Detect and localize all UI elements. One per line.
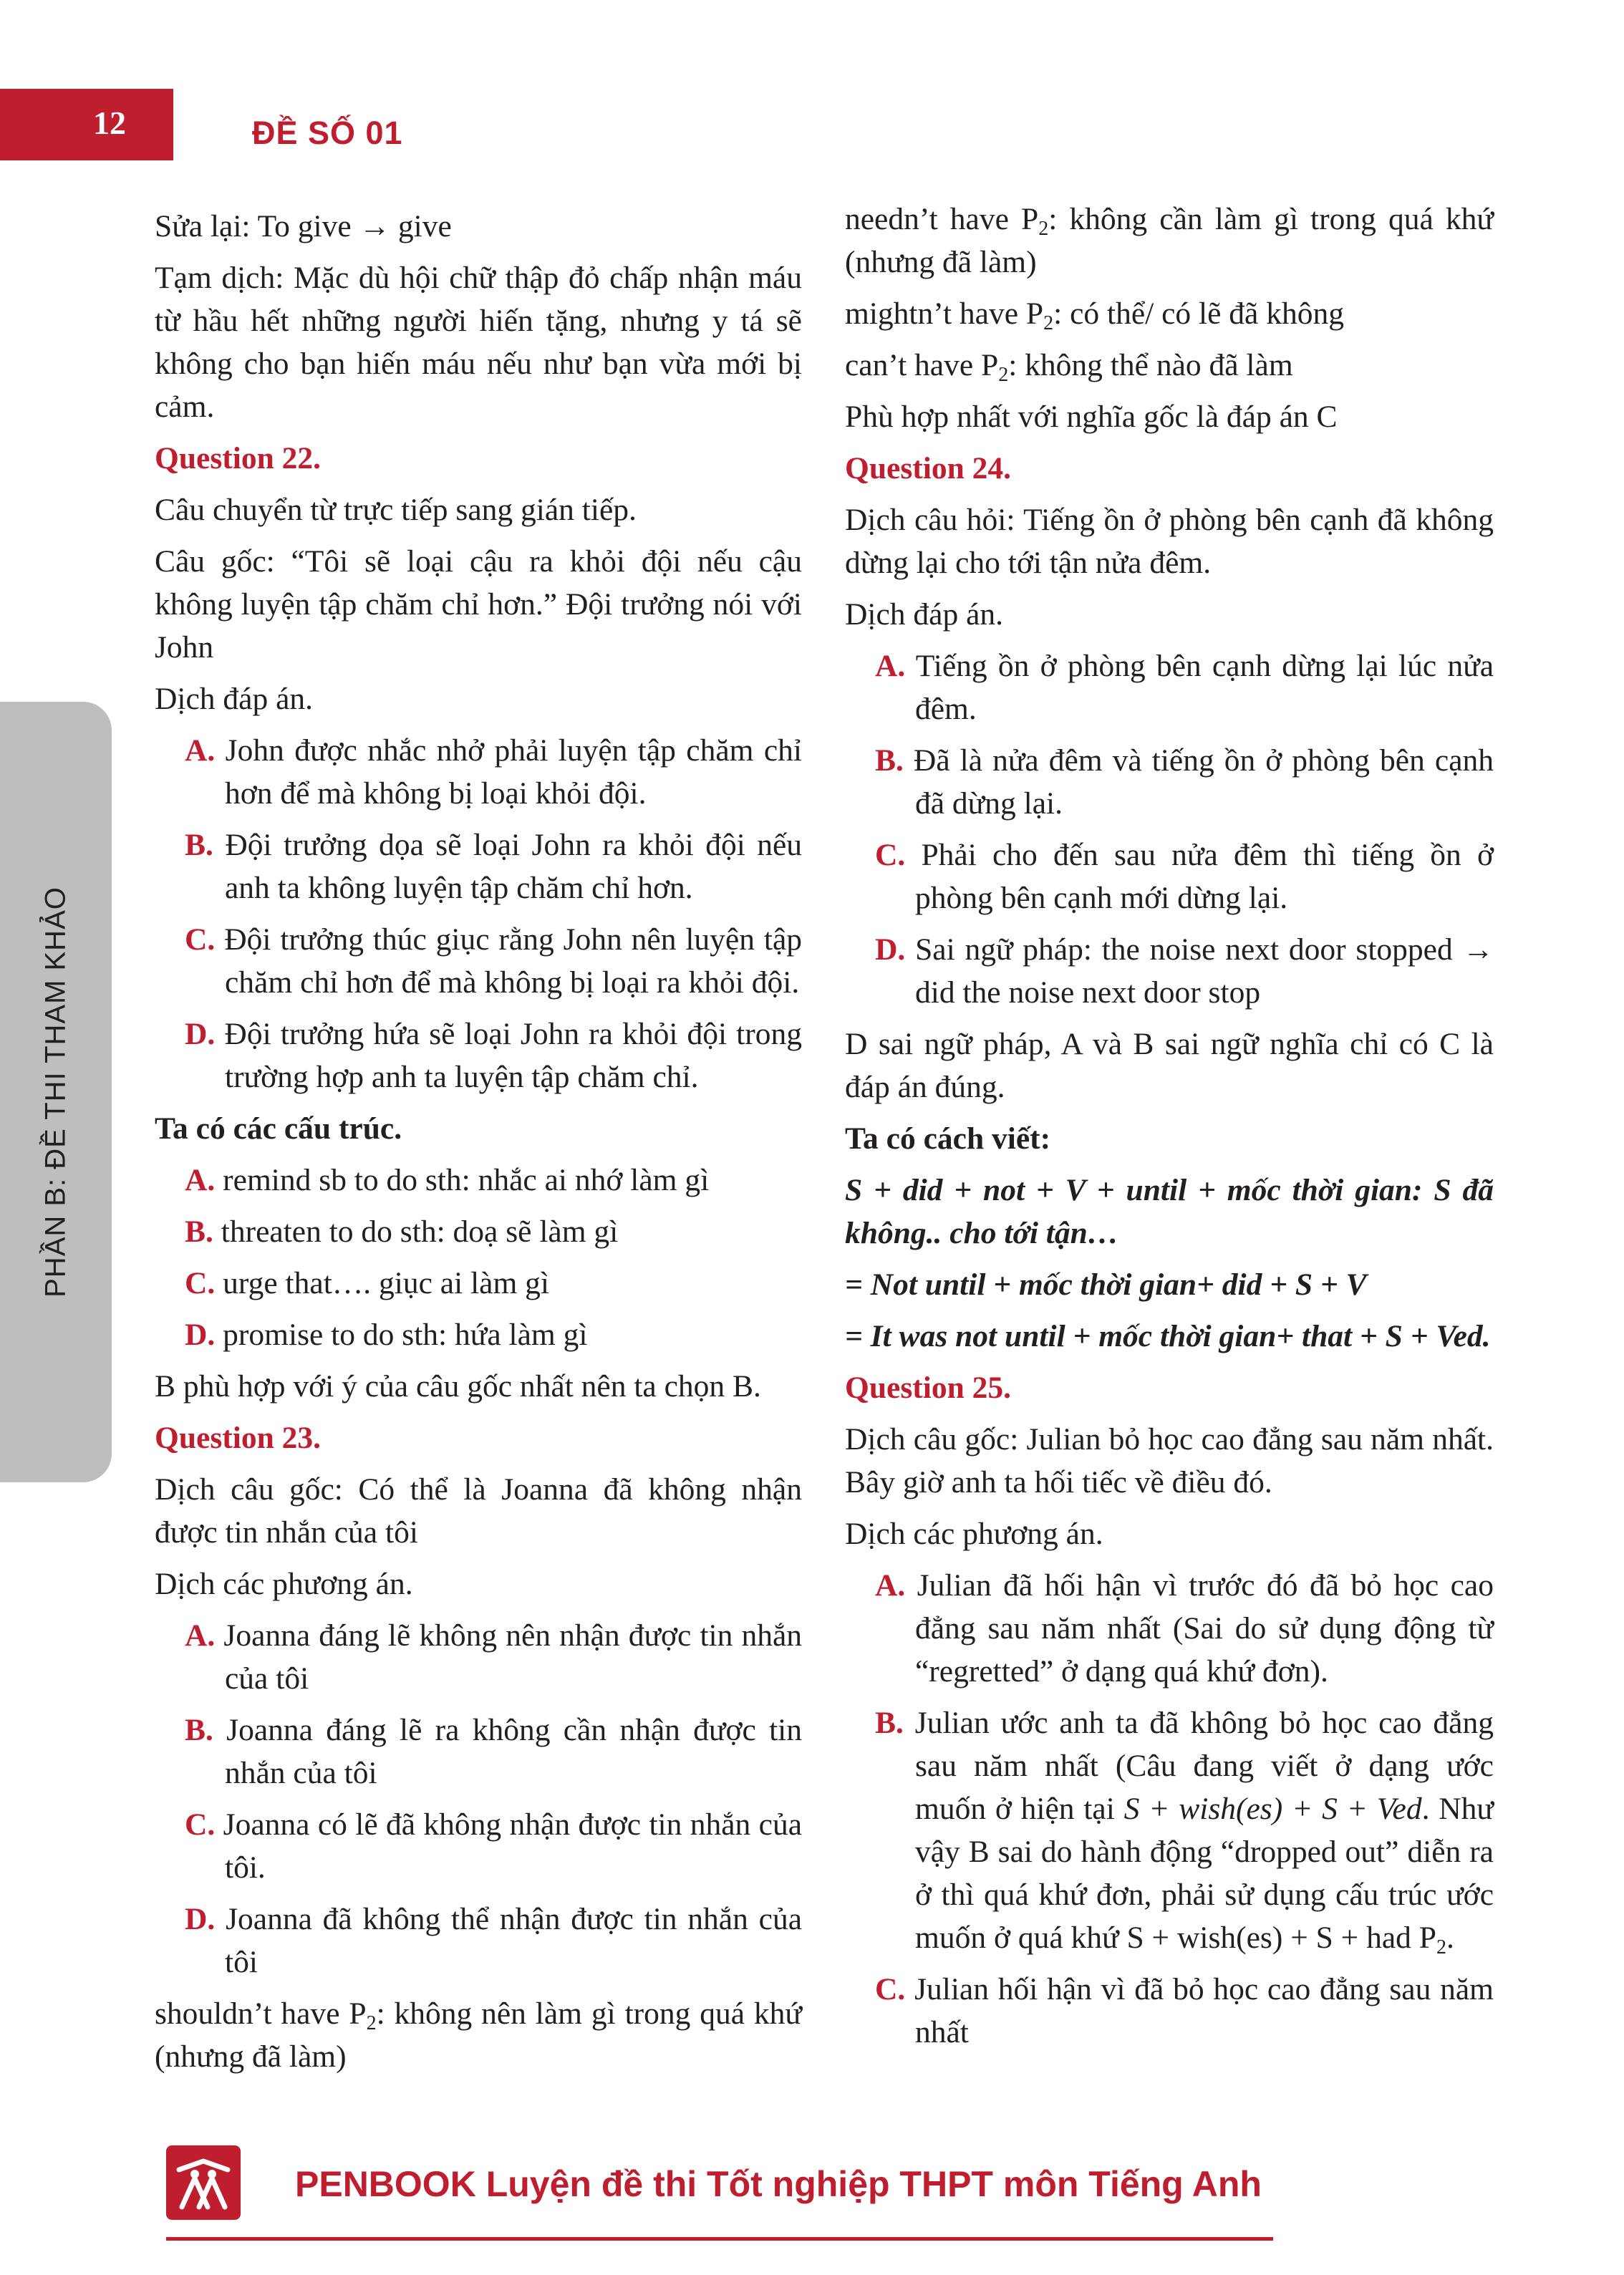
option-letter: C. bbox=[875, 838, 906, 872]
structure-heading: Ta có cách viết: bbox=[845, 1121, 1051, 1156]
option-text: urge that…. giục ai làm gì bbox=[223, 1266, 550, 1300]
answer-option bbox=[155, 1803, 802, 1889]
option-text: Phải cho đến sau nửa đêm thì tiếng ồn ở phòng bên cạnh mới dừng lại. bbox=[915, 838, 1494, 915]
option-text: . bbox=[1446, 1921, 1454, 1955]
answer-option bbox=[155, 729, 802, 815]
answer-option bbox=[845, 928, 1494, 1014]
paragraph: Dịch đáp án. bbox=[845, 597, 1004, 632]
question-heading: Question 22. bbox=[155, 441, 322, 475]
question-heading: Question 24. bbox=[845, 451, 1012, 486]
option-letter: B. bbox=[875, 1706, 904, 1740]
paragraph: Sửa lại: To give → give bbox=[155, 209, 452, 243]
option-text: Đội trưởng thúc giục rằng John nên luyện tập chăm chỉ hơn để mà không bị loại ra khỏi đội. bbox=[224, 922, 802, 1000]
option-letter: C. bbox=[185, 1807, 216, 1842]
paragraph: Dịch câu hỏi: Tiếng ồn ở phòng bên cạnh đã không dừng lại cho tới tận nửa đêm. bbox=[845, 503, 1494, 580]
option-letter: C. bbox=[875, 1972, 906, 2006]
penbook-logo-icon bbox=[166, 2145, 241, 2220]
paragraph: Dịch câu gốc: Có thể là Joanna đã không nhận được tin nhắn của tôi bbox=[155, 1472, 802, 1550]
formula: = It was not until + mốc thời gian+ that + S + Ved. bbox=[845, 1319, 1491, 1353]
option-text: Đội trưởng dọa sẽ loại John ra khỏi đội nếu anh ta không luyện tập chăm chỉ hơn. bbox=[225, 828, 803, 905]
answer-option bbox=[845, 644, 1494, 730]
option-text: John được nhắc nhở phải luyện tập chăm chỉ hơn để mà không bị loại khỏi đội. bbox=[225, 733, 802, 811]
paragraph: B phù hợp với ý của câu gốc nhất nên ta chọn B. bbox=[155, 1369, 761, 1404]
option-letter: A. bbox=[875, 649, 906, 683]
structure-item bbox=[155, 1210, 802, 1253]
paragraph bbox=[155, 1992, 802, 2078]
answer-option bbox=[845, 834, 1494, 919]
text-run: : không nên làm gì trong quá khứ (nhưng đã làm) bbox=[155, 1996, 802, 2074]
option-text: promise to do sth: hứa làm gì bbox=[223, 1318, 588, 1352]
option-letter: B. bbox=[185, 1214, 213, 1249]
option-letter: C. bbox=[185, 922, 216, 957]
option-letter: D. bbox=[185, 1902, 216, 1936]
option-letter: C. bbox=[185, 1266, 216, 1300]
option-letter: A. bbox=[185, 1618, 216, 1653]
text-run: mightn’t have P bbox=[845, 296, 1044, 331]
text-run: shouldn’t have P bbox=[155, 1996, 367, 2031]
paragraph bbox=[845, 198, 1494, 284]
option-text-italic: S + wish(es) + S + Ved bbox=[1123, 1792, 1422, 1826]
option-letter: B. bbox=[185, 1713, 213, 1747]
text-run: needn’t have P bbox=[845, 202, 1039, 236]
answer-option bbox=[845, 1968, 1494, 2054]
paragraph: Dịch các phương án. bbox=[155, 1567, 413, 1601]
side-tab-label: PHẦN B: ĐỀ THI THAM KHẢO bbox=[39, 887, 72, 1298]
footer-title: PENBOOK Luyện đề thi Tốt nghiệp THPT môn Tiếng Anh bbox=[295, 2164, 1262, 2204]
paragraph: D sai ngữ pháp, A và B sai ngữ nghĩa chỉ có C là đáp án đúng. bbox=[845, 1027, 1494, 1104]
paragraph: Câu gốc: “Tôi sẽ loại cậu ra khỏi đội nếu cậu không luyện tập chăm chỉ hơn.” Đội trưởng nói với John bbox=[155, 544, 802, 665]
paragraph bbox=[845, 292, 1494, 335]
answer-option bbox=[155, 918, 802, 1004]
option-letter: B. bbox=[185, 828, 213, 862]
option-text: Joanna đã không thể nhận được tin nhắn của tôi bbox=[225, 1902, 802, 1979]
option-letter: A. bbox=[875, 1568, 906, 1603]
paragraph: Tạm dịch: Mặc dù hội chữ thập đỏ chấp nhận máu từ hầu hết những người hiến tặng, nhưng y tá sẽ không cho bạn hiến máu nếu như bạn vừa mới bị cảm. bbox=[155, 261, 802, 424]
text-run: : không cần làm gì trong quá khứ (nhưng đã làm) bbox=[845, 202, 1494, 279]
paragraph: Dịch câu gốc: Julian bỏ học cao đẳng sau năm nhất. Bây giờ anh ta hối tiếc về điều đó. bbox=[845, 1422, 1494, 1499]
subscript: 2 bbox=[1436, 1936, 1446, 1958]
option-letter: D. bbox=[185, 1017, 216, 1051]
answer-option bbox=[845, 739, 1494, 825]
option-text: Julian hối hận vì đã bỏ học cao đẳng sau năm nhất bbox=[914, 1972, 1494, 2049]
right-column bbox=[845, 198, 1494, 2062]
option-text: Tiếng ồn ở phòng bên cạnh dừng lại lúc nửa đêm. bbox=[915, 649, 1494, 726]
structure-item bbox=[155, 1262, 802, 1305]
structure-item bbox=[155, 1313, 802, 1356]
answer-option bbox=[155, 823, 802, 909]
option-letter: A. bbox=[185, 733, 216, 768]
structure-item bbox=[155, 1159, 802, 1202]
option-letter: D. bbox=[185, 1318, 216, 1352]
text-run: can’t have P bbox=[845, 348, 999, 382]
page-number-box bbox=[0, 89, 173, 160]
option-text: remind sb to do sth: nhắc ai nhớ làm gì bbox=[223, 1163, 710, 1197]
text-run: : không thể nào đã làm bbox=[1008, 348, 1293, 382]
option-text: Joanna đáng lẽ ra không cần nhận được tin nhắn của tôi bbox=[225, 1713, 802, 1790]
section-label: ĐỀ SỐ 01 bbox=[252, 115, 403, 151]
option-text: Julian đã hối hận vì trước đó đã bỏ học cao đẳng sau năm nhất (Sai do sử dụng động từ “regretted” ở dạng quá khứ đơn). bbox=[915, 1568, 1494, 1689]
answer-option bbox=[845, 1564, 1494, 1693]
option-letter: B. bbox=[875, 743, 904, 778]
text-run: : có thể/ có lẽ đã không bbox=[1053, 296, 1344, 331]
paragraph bbox=[845, 344, 1494, 387]
subscript: 2 bbox=[998, 364, 1009, 386]
option-text: Sai ngữ pháp: the noise next door stopped → did the noise next door stop bbox=[915, 932, 1494, 1010]
answer-option bbox=[155, 1709, 802, 1795]
option-text: threaten to do sth: doạ sẽ làm gì bbox=[221, 1214, 619, 1249]
left-column bbox=[155, 205, 802, 2087]
paragraph: Dịch đáp án. bbox=[155, 682, 314, 716]
option-letter: A. bbox=[185, 1163, 216, 1197]
page-number: 12 bbox=[93, 105, 126, 141]
answer-option bbox=[845, 1701, 1494, 1959]
option-text: Đội trưởng hứa sẽ loại John ra khỏi đội trong trường hợp anh ta luyện tập chăm chỉ. bbox=[224, 1017, 803, 1094]
answer-option bbox=[155, 1013, 802, 1098]
option-letter: D. bbox=[875, 932, 906, 967]
subscript: 2 bbox=[1043, 312, 1054, 334]
answer-option bbox=[155, 1614, 802, 1700]
subscript: 2 bbox=[366, 2012, 377, 2034]
option-text: . Như vậy B sai do hành động “dropped out” diễn ra ở thì quá khứ đơn, phải sử dụng cấu trúc ước muốn ở quá khứ S + wish(es) + S + had P bbox=[915, 1792, 1494, 1955]
option-text: Julian ước anh ta đã không bỏ học cao đẳng sau năm nhất (Câu đang viết ở dạng ước muốn ở hiện tại bbox=[914, 1706, 1494, 1826]
question-heading: Question 25. bbox=[845, 1371, 1012, 1405]
question-heading: Question 23. bbox=[155, 1421, 322, 1455]
paragraph: Câu chuyển từ trực tiếp sang gián tiếp. bbox=[155, 493, 637, 527]
subscript: 2 bbox=[1038, 218, 1049, 240]
structure-heading: Ta có các cấu trúc. bbox=[155, 1111, 402, 1146]
option-text: Joanna đáng lẽ không nên nhận được tin nhắn của tôi bbox=[223, 1618, 803, 1696]
footer bbox=[166, 2145, 1273, 2241]
paragraph: Phù hợp nhất với nghĩa gốc là đáp án C bbox=[845, 400, 1338, 434]
option-text: Joanna có lẽ đã không nhận được tin nhắn của tôi. bbox=[223, 1807, 803, 1885]
answer-option bbox=[155, 1898, 802, 1984]
formula: S + did + not + V + until + mốc thời gian: S đã không.. cho tới tận… bbox=[845, 1173, 1494, 1250]
paragraph: Dịch các phương án. bbox=[845, 1517, 1103, 1551]
formula: = Not until + mốc thời gian+ did + S + V bbox=[845, 1267, 1367, 1302]
option-text: Đã là nửa đêm và tiếng ồn ở phòng bên cạnh đã dừng lại. bbox=[913, 743, 1494, 821]
